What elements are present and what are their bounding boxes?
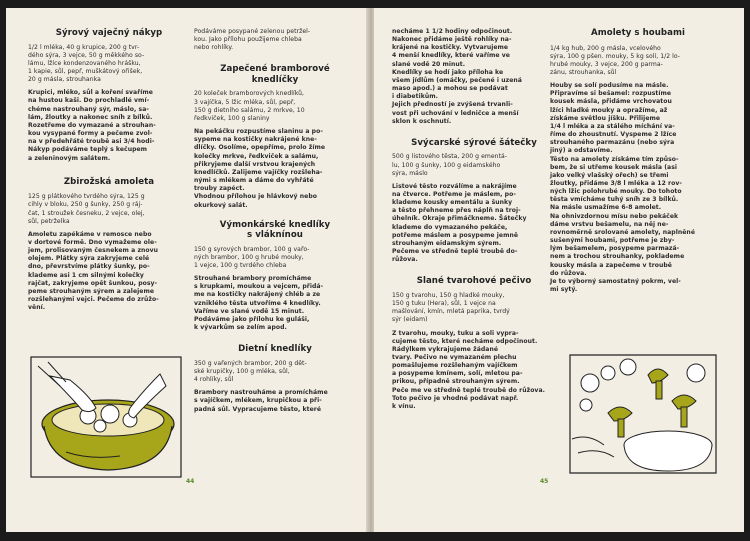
page-number: 45 <box>540 478 549 485</box>
ingredients: 350 g vařených brambor, 200 g dět- ské krupičky, 100 g mléka, sůl, 4 rohlíky, sůl <box>194 359 307 384</box>
recipe-title: Slané tvarohové pečivo <box>416 276 532 287</box>
recipe-title: Zapečené bramborové knedlíčky <box>220 64 330 85</box>
left-column-1 <box>28 28 190 312</box>
continued-text: necháme 1 1/2 hodiny odpočinout. Nakonec přidáme ještě rohlíky na- krájené na kostičky. Vytvarujeme 4 menší knedlíky, které vaříme ve slané vodě 20 minut. Knedlíky se hodí jako příloha ke všem jídlům (omáčky, pečené i uzená maso apod.) a mohou se podávat i diabetikům. Jejich předností je zvýšená trvanli- vost při uchování v ledničce a menší sklon k oschnutí. <box>392 28 522 125</box>
right-column-1 <box>392 28 556 411</box>
recipe-title: Sýrový vaječný nákyp <box>55 28 163 38</box>
ingredients: 150 g syrových brambor, 100 g vařo- ných brambor, 100 g hrubé mouky, 1 vejce, 100 g tvrdého chleba <box>194 245 310 269</box>
method: Amoletu zapékáme v remosce nebo v dortové formě. Dno vymažeme ole- jem, prolisovaným česnekem a znovu olejem. Plátky sýra zakryjeme celé dno, převrstvíme plátky šunky, po- klademe asi 1 cm silnými kolečky rajčat, zakryjeme opět šunkou, posy- peme strouhaným sýrem a zalejeme rozšlehanými vejci. Pečeme do zrůžo- vění. <box>28 230 159 312</box>
right-column-2 <box>550 28 726 294</box>
ingredients: 20 koleček bramborových knedlíků, 3 vajíčka, 5 lžic mléka, sůl, pepř, 150 g dietního salámu, 2 mrkve, 10 ředkviček, 100 g slaniny <box>194 90 305 122</box>
recipe-title: Dietní knedlíky <box>238 344 312 355</box>
method: Krupici, mléko, sůl a koření svaříme na hustou kaši. Do prochladlé vmí- chéme nastrouhaný sýr, máslo, sa- lám, žloutky a nakonec sníh z bílků. Rozetřeme do vymazané a strouhan- kou vysypané formy a pečeme zvol- na v předehřáté troubě asi 3/4 hodi- Nákyp podáváme teplý s kečupem a zeleninovým salátem. <box>28 89 156 162</box>
left-column-2 <box>194 28 356 414</box>
right-page <box>374 8 744 532</box>
recipe-title: Amolety s houbami <box>591 28 685 38</box>
ingredients: 125 g plátkového tvrdého sýra, 125 g cihly v bloku, 250 g šunky, 250 g ráj- čat, 1 stroužek česneku, 2 vejce, olej, sůl, petrželka <box>28 193 145 225</box>
method: Houby se solí podusíme na másle. Připravíme si bešamel: rozpustíme kousek másla, přidáme vrchovatou lžíci hladké mouky a opražíme, až získáme světlou jíšku. Přilijeme 1/4 l mléka a za stálého míchání va- říme do zhoustnutí. Vyspeme 2 lžíce strouhaného parmazánu (nebo sýra jiný) a odstavíme. Těsto na amolety získáme tím způso- bem, že si utřeme kousek másla (asi jako velký vlašský ořech) se třemi žloutky, přidáme 3/8 l mléka a 12 rov- ných lžic polohrubé mouky. Do tohoto těsta vmícháme tuhý sníh ze 3 bílků. Na másle usmažíme 6-8 amolet. Na ohnivzdornou mísu nebo pekáček dáme vrstvu bešamelu, na něj ne- rovnoměrně srolované amolety, naplněné sušenými houbami, potřeme je zby- lým bešamelem, posypeme parmazá- nem a trochou strouhanky, poklademe kousky másla a zapečeme v troubě do růžova. Je to výborný samostatný pokrm, vel- mi sytý. <box>550 82 696 294</box>
method: Brambory nastrouháme a promícháme s vajíčkem, mlékem, krupičkou a při- padná sůl. Vypracujeme těsto, které <box>194 389 328 413</box>
method: Z tvarohu, mouky, tuku a soli vypra- cujeme těsto, které necháme odpočinout. Rádýlkem vykrajujeme žádané tvary. Pečivo ne vymazaném plechu pomašlujeme rozšlehaným vajíčkem a posypeme kmínem, solí, mletou pa- prikou, případně strouhaným sýrem. Peče me ve středně teplé troubě do růžova. Toto pečivo je vhodné podávat např. k vínu. <box>392 329 545 410</box>
method: Na pekáčku rozpustíme slaninu a po- sypeme na kostičky nakrájené kne- dlíčky. Osolíme, opepříme, prolo žíme kolečky mrkve, ředkviček a salámu, přikryjeme další vrstvou krajených knedlíčků. Zalijeme vajíčky rozšleha- nými s mlékem a dáme do vyhřáté trouby zapéct. Vhodnou přílohou je hlávkový nebo okurkový salát. <box>194 128 326 209</box>
ingredients: 1/4 kg hub, 200 g másla, vcelového sýra, 100 g pšen. mouky, 5 kg solí, 1/2 lo- hrubé mouky, 3 vejce, 200 g parma- zánu, strouhanka, sůl <box>550 44 681 76</box>
left-page <box>6 8 368 532</box>
page-number: 44 <box>186 478 195 485</box>
ingredients: 150 g tvarohu, 150 g hladké mouky, 150 g tuku (Hera), sůl, 1 vejce na mašlování, kmín, mletá paprika, tvrdý sýr (eidam) <box>392 291 510 324</box>
ingredients: 1/2 l mléka, 40 g krupice, 200 g tvr- dého sýra, 3 vejce, 50 g měkkého so- lámu, lžíce kondenzovaného hrášku, 1 kapie, sůl, pepř, muškátový ořišek, 20 g másla, strouhanka <box>28 43 145 84</box>
recipe-title: Výmonkárské knedlíky s vláknínou <box>219 219 331 241</box>
mixing-bowl-illustration <box>30 356 182 478</box>
mushrooms-illustration <box>568 353 718 475</box>
ingredients: 500 g listového těsta, 200 g ementá- lu, 100 g šunky, 100 g eidamského sýra, máslo <box>392 153 508 177</box>
recipe-title: Svýcarské sýrové šátečky <box>411 137 537 148</box>
continued-text: Podáváme posypané zelenou petržel- kou. Jako přílohu použijeme chleba nebo rohlíky. <box>194 28 311 52</box>
method: Strouhané brambory promícháme s krupkami, moukou a vejcem, přidá- me na kostičky nakrájený chléb a ze vzniklého těsta utvoříme 4 knedlíky. Vaříme ve slané vodě 15 minut. Podáváme jako přílohu ke guláši, k vývarkům se zelím apod. <box>194 275 324 332</box>
method: Listové těsto rozválíme a nakrájíme na čtverce. Potřeme je máslem, po- klademe kousky ementálu a šunky a těsto přehneme přes náplň na troj- úhelník. Okraje přimáčkneme. Šátečky klademe do vymazaného pekáče, potřeme máslem a posypeme jemně strouhaným eidamským sýrem. Pečeme ve středně teplé troubě do- růžova. <box>392 182 527 264</box>
recipe-title: Zbirožská amoleta <box>63 176 155 187</box>
